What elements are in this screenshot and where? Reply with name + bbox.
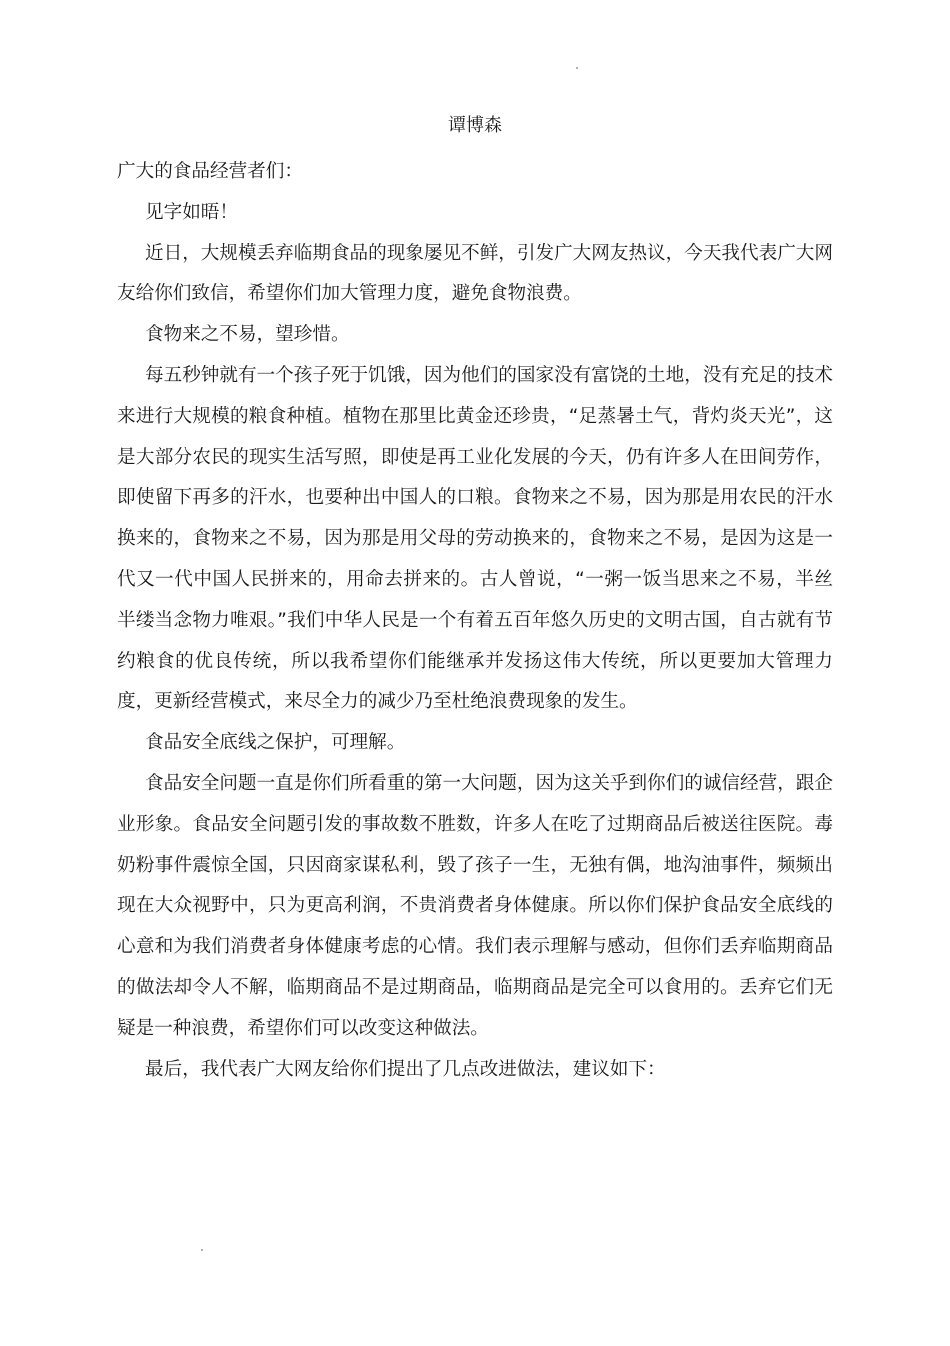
letter-body: [117, 152, 833, 1090]
paragraph: 见字如晤！: [145, 201, 238, 223]
scan-dot: [201, 1249, 203, 1251]
paragraph: 食品安全问题一直是你们所看重的第一大问题，因为这关乎到你们的诚信经营，跟企业形象。食品安全问题引发的事故数不胜数，许多人在吃了过期商品后被送往医院。毒奶粉事件震惊全国，只因商家谋私利，毁了孩子一生，无独有偶，地沟油事件，频频出现在大众视野中，只为更高利润，不贵消费者身体健康。所以你们保护食品安全底线的心意和为我们消费者身体健康考虑的心情。我们表示理解与感动，但你们丢弃临期商品的做法却令人不解，临期商品不是过期商品，临期商品是完全可以食用的。丢弃它们无疑是一种浪费，希望你们可以改变这种做法。: [117, 772, 833, 1039]
salutation: 广大的食品经营者们：: [117, 161, 303, 182]
paragraph-heading: 食品安全底线之保护，可理解。: [145, 732, 406, 754]
paragraph: 近日，大规模丢弃临期食品的现象屡见不鲜，引发广大网友热议，今天我代表广大网友给你们致信，希望你们加大管理力度，避免食物浪费。: [117, 242, 833, 305]
paragraph: 每五秒钟就有一个孩子死于饥饿，因为他们的国家没有富饶的土地，没有充足的技术来进行大规模的粮食种植。植物在那里比黄金还珍贵，“足蒸暑土气，背灼炎天光”，这是大部分农民的现实生活写照，即使是再工业化发展的今天，仍有许多人在田间劳作，即使留下再多的汗水，也要种出中国人的口粮。食物来之不易，因为那是用农民的汗水换来的，食物来之不易，因为那是用父母的劳动换来的，食物来之不易，是因为这是一代又一代中国人民拼来的，用命去拼来的。古人曾说，“一粥一饭当思来之不易，半丝半缕当念物力唯艰。”我们中华人民是一个有着五百年悠久历史的文明古国，自古就有节约粮食的优良传统，所以我希望你们能继承并发扬这伟大传统，所以更要加大管理力度，更新经营模式，来尽全力的减少乃至杜绝浪费现象的发生。: [117, 364, 833, 713]
paragraph: 最后，我代表广大网友给你们提出了几点改进做法，建议如下：: [145, 1058, 666, 1080]
scan-dot: [576, 67, 578, 69]
author-name: 谭博森: [448, 115, 502, 136]
paragraph-heading: 食物来之不易，望珍惜。: [145, 324, 350, 346]
